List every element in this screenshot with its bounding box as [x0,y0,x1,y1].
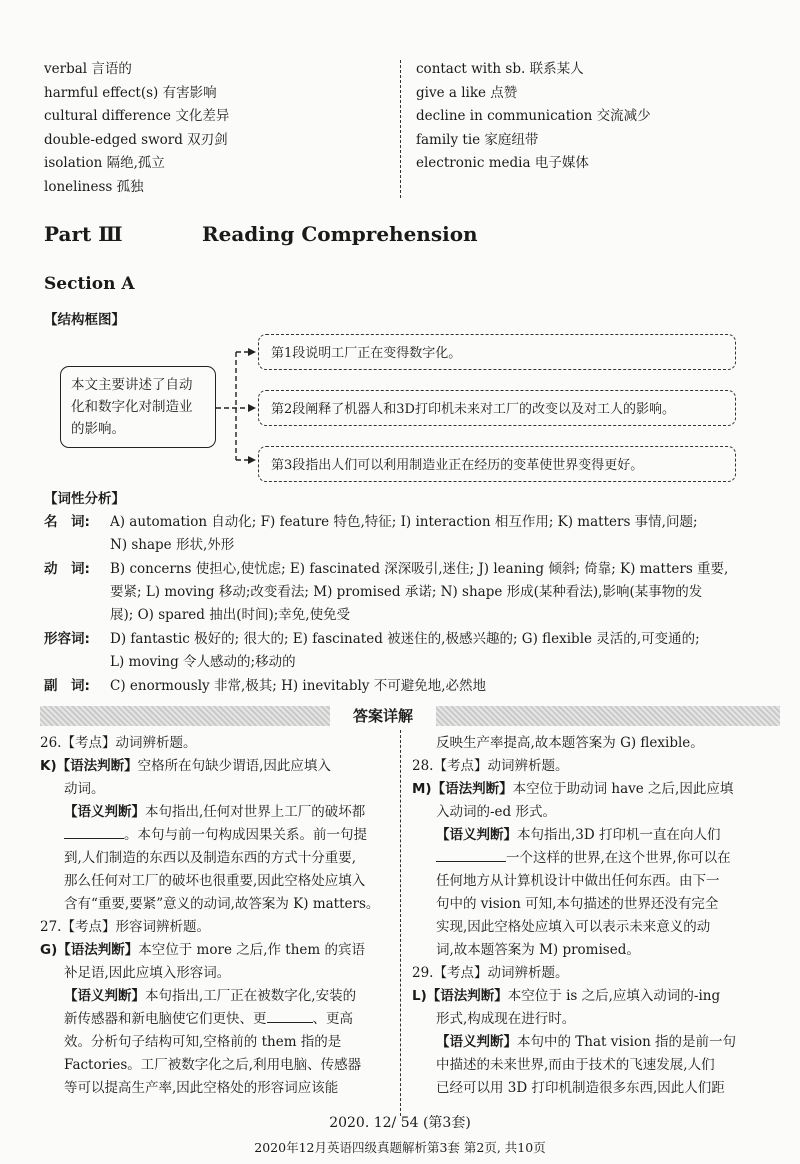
q28-semantic-text: 任何地方从计算机设计中做出任何东西。由下一 [436,873,720,889]
vocab-divider [400,60,401,198]
wordclass-adj-label: 形容词: [44,631,90,647]
framework-label: 【结构框图】 [44,312,125,328]
q29-semantic-text: 已经可以用 3D 打印机制造很多东西,因此人们距 [436,1080,725,1096]
part-number: Part Ⅲ [44,222,123,246]
wordclass-line: D) fantastic 极好的; 很大的; E) fascinated 被迷住的,极感兴趣的; G) flexible 灵活的,可变通的; [110,631,700,647]
q29-grammar-text: 本空位于 is 之后,应填入动词的-ing [507,988,721,1004]
q28-grammar-tag: M)【语法判断】 [412,781,513,797]
q28-head: 28.【考点】动词辨析题。 [412,758,569,774]
q29-semantic-text: 中描述的未来世界,而由于技术的飞速发展,人们 [436,1057,715,1073]
section-title: Section A [44,274,135,294]
q27-head: 27.【考点】形容词辨析题。 [40,919,210,935]
wordclass-line: A) automation 自动化; F) feature 特色,特征; I) interaction 相互作用; K) matters 事情,问题; [110,514,698,530]
wordclass-line: 展); O) spared 抽出(时间);幸免,使免受 [110,607,351,623]
answers-right-column [412,732,782,1100]
q28-semantic-text: 句中的 vision 可知,本句描述的世界还没有完全 [436,896,719,912]
wordclass-adv-label: 副 词: [44,678,90,694]
page-footnote: 2020年12月英语四级真题解析第3套 第2页, 共10页 [254,1140,546,1155]
column-divider [400,730,401,1116]
page-number: 2020. 12/ 54 (第3套) [329,1115,471,1131]
q28-semantic-text: 本句指出,3D 打印机一直在向人们 [517,827,721,843]
q28-grammar-text: 本空位于助动词 have 之后,因此应填 [512,781,734,797]
q26-grammar-text: 空格所在句缺少谓语,因此应填入 [137,758,331,774]
vocab-item: family tie 家庭纽带 [416,131,539,148]
q28-grammar-text: 入动词的-ed 形式。 [436,804,556,820]
wordclass-line: C) enormously 非常,极其; H) inevitably 不可避免地,必然地 [110,678,486,694]
vocab-item: verbal 言语的 [44,61,132,77]
q26-semantic-text: 到,人们制造的东西以及制造东西的方式十分重要, [64,850,357,866]
q29-grammar-tag: L)【语法判断】 [412,988,508,1004]
vocab-list-left [44,58,229,199]
vocab-item: give a like 点赞 [416,84,518,101]
vocab-item: electronic media 电子媒体 [416,155,589,171]
vocab-item: isolation 隔绝,孤立 [44,155,165,171]
q27-grammar-text: 补足语,因此应填入形容词。 [64,965,231,981]
q27-semantic-tag: 【语义判断】 [64,988,145,1004]
q26-semantic-text: 。本句与前一句构成因果关系。前一句提 [124,827,367,843]
q26-semantic-text: 那么任何对工厂的破坏也很重要,因此空格处应填入 [64,873,366,889]
framework-main-line: 化和数字化对制造业 [71,399,193,415]
q27-semantic-text: 新传感器和新电脑使它们更快、更 [64,1011,267,1027]
answers-left-column [40,732,392,1100]
vocab-item: double-edged sword 双刃剑 [44,131,228,148]
answer-blank [267,1009,313,1023]
wordclass-line: L) moving 令人感动的;移动的 [110,654,296,670]
q26-head: 26.【考点】动词辨析题。 [40,735,197,751]
framework-main-line: 的影响。 [71,421,125,437]
answer-blank [64,825,124,839]
framework-connectors [214,336,262,476]
q27-semantic-text: 效。分析句子结构可知,空格前的 them 指的是 [64,1034,342,1050]
q28-semantic-text: 实现,因此空格处应填入可以表示未来意义的动 [436,919,711,935]
q26-grammar-text: 动词。 [64,781,105,797]
q29-semantic-text: 本句中的 That vision 指的是前一句 [517,1034,737,1050]
q27-grammar-tag: G)【语法判断】 [40,942,139,958]
q27-semantic-text: Factories。工厂被数字化之后,利用电脑、传感器 [64,1057,362,1073]
framework-para-1: 第1段说明工厂正在变得数字化。 [258,334,736,370]
vocab-item: decline in communication 交流减少 [416,108,651,124]
wordclass-noun-label: 名 词: [44,514,90,530]
q26-semantic-text: 本句指出,任何对世界上工厂的破坏都 [145,804,366,820]
vocab-item: loneliness 孤独 [44,178,144,195]
part-title: Reading Comprehension [202,222,478,246]
q29-head: 29.【考点】动词辨析题。 [412,965,569,981]
framework-main-box [60,366,216,448]
framework-para-3: 第3段指出人们可以利用制造业正在经历的变革使世界变得更好。 [258,446,736,482]
q29-semantic-tag: 【语义判断】 [436,1034,517,1050]
q26-grammar-tag: K)【语法判断】 [40,758,138,774]
q27-grammar-text: 本空位于 more 之后,作 them 的宾语 [138,942,366,958]
q26-semantic-text: 含有“重要,要紧”意义的动词,故答案为 K) matters。 [64,896,380,912]
vocab-item: cultural difference 文化差异 [44,108,230,124]
q27-semantic-text: 等可以提高生产率,因此空格处的形容词应该能 [64,1080,339,1096]
q27-continuation: 反映生产率提高,故本题答案为 G) flexible。 [436,735,704,751]
answer-blank [436,848,506,862]
q27-semantic-text: 本句指出,工厂正在被数字化,安装的 [145,988,357,1004]
q26-semantic-tag: 【语义判断】 [64,804,145,820]
wordclass-verb-label: 动 词: [44,561,90,577]
answers-title: 答案详解 [330,704,436,728]
q28-semantic-text: 一个这样的世界,在这个世界,你可以在 [506,850,731,866]
framework-main-line: 本文主要讲述了自动 [71,377,193,393]
vocab-item: contact with sb. 联系某人 [416,61,584,77]
q27-semantic-text: 、更高 [312,1011,353,1027]
q28-semantic-text: 词,故本题答案为 M) promised。 [436,942,640,958]
vocab-list-right [416,58,651,176]
vocab-item: harmful effect(s) 有害影响 [44,84,217,101]
wordclass-line: B) concerns 使担心,使忧虑; E) fascinated 深深吸引,迷住; J) leaning 倾斜; 倚靠; K) matters 重要, [110,561,729,577]
framework-para-2: 第2段阐释了机器人和3D打印机未来对工厂的改变以及对工人的影响。 [258,390,736,426]
q28-semantic-tag: 【语义判断】 [436,827,517,843]
wordclass-label: 【词性分析】 [44,491,125,507]
q29-grammar-text: 形式,构成现在进行时。 [436,1011,576,1027]
wordclass-line: N) shape 形状,外形 [110,537,235,553]
wordclass-line: 要紧; L) moving 移动;改变看法; M) promised 承诺; N) shape 形成(某种看法),影响(某事物的发 [110,584,703,600]
